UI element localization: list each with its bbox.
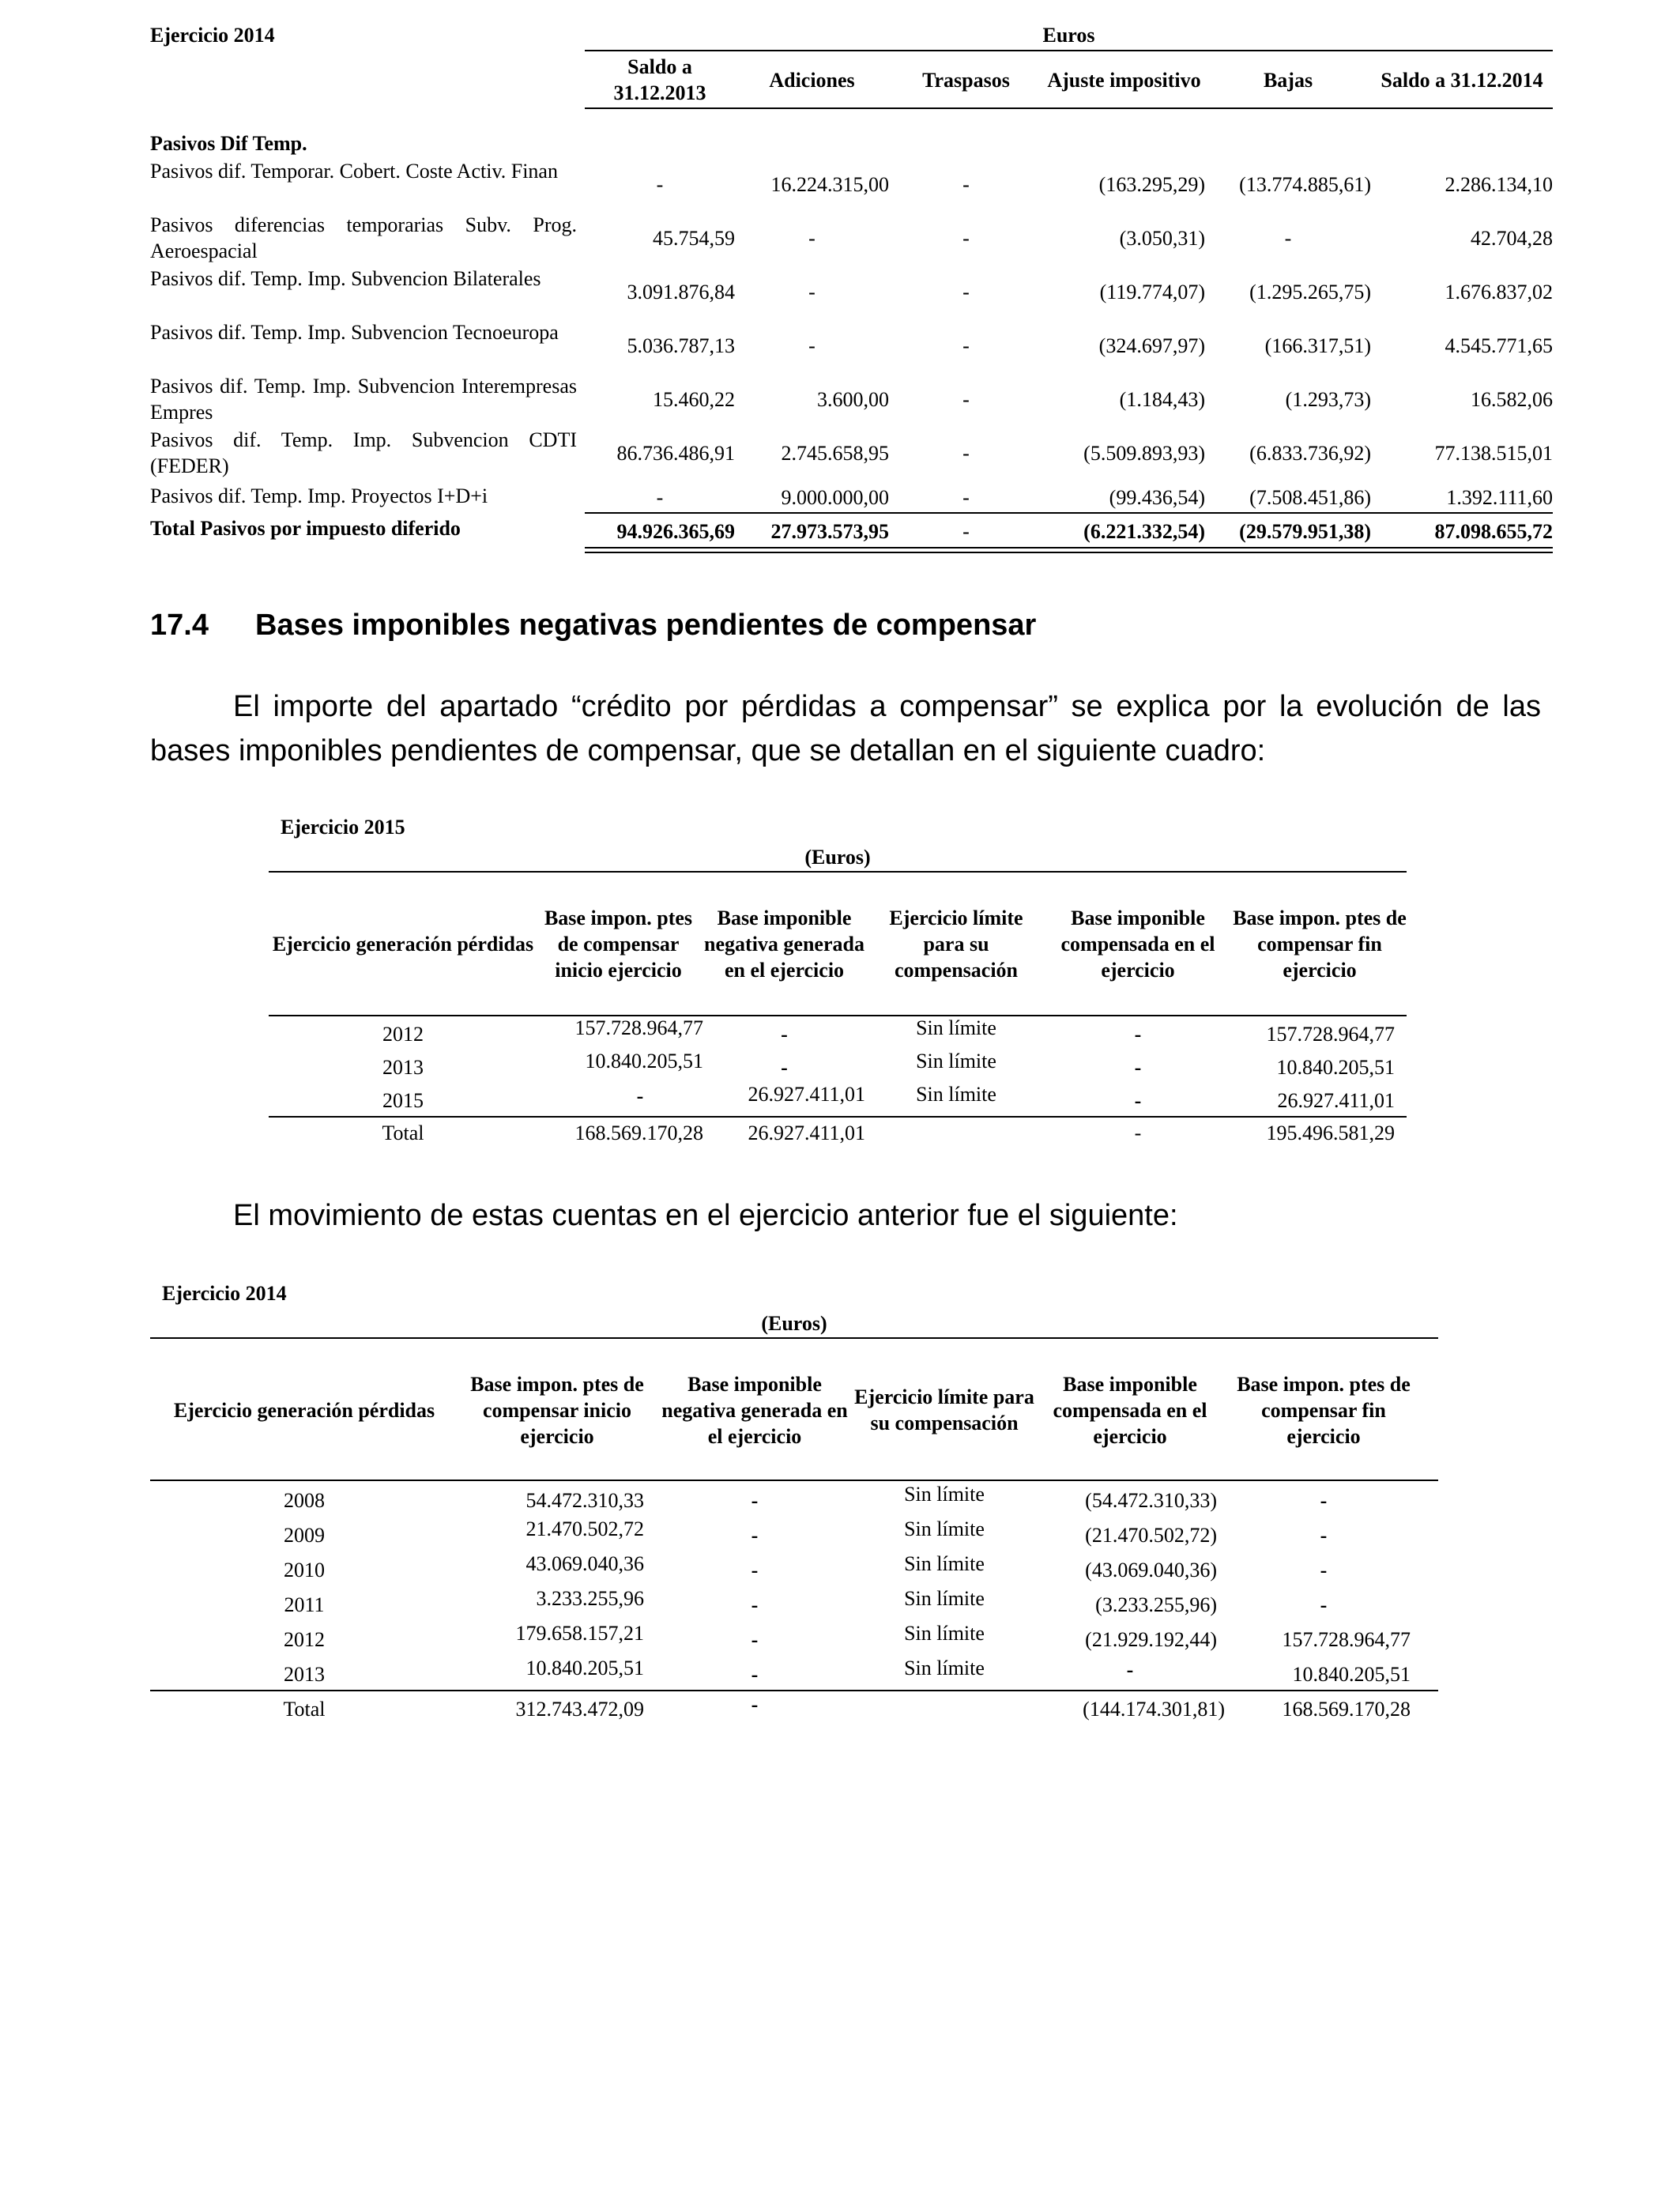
cell: 42.704,28 xyxy=(1471,227,1553,250)
cell: 21.470.502,72 xyxy=(525,1517,644,1540)
cell: 168.569.170,28 xyxy=(574,1122,703,1144)
cell: 94.926.365,69 xyxy=(616,520,735,543)
total-bottom-rule xyxy=(585,552,1553,553)
cell: 3.233.255,96 xyxy=(536,1587,644,1610)
row-label: Pasivos dif. Temp. Imp. Subvencion CDTI (FEDER) xyxy=(150,428,577,477)
cell: Sin límite xyxy=(904,1622,985,1645)
cell: - xyxy=(781,1023,788,1046)
cell: 10.840.205,51 xyxy=(1276,1056,1395,1079)
year-cell: 2009 xyxy=(284,1524,325,1547)
column-header: Base imponible negativa generada en el ejercicio xyxy=(661,1372,848,1448)
cell: 16.224.315,00 xyxy=(770,173,889,196)
table-row xyxy=(150,212,1553,266)
cell: (54.472.310,33) xyxy=(1085,1489,1217,1512)
cell: 26.927.411,01 xyxy=(748,1083,865,1106)
cell: - xyxy=(1320,1524,1328,1547)
row-label: Pasivos dif. Temp. Imp. Subvencion Bilaterales xyxy=(150,267,541,290)
total-label: Total xyxy=(283,1698,326,1721)
cell: Sin límite xyxy=(904,1483,985,1506)
cell: (1.184,43) xyxy=(1119,388,1205,411)
header-top-rule xyxy=(269,871,1407,873)
body-paragraph: El movimiento de estas cuentas en el ejercicio anterior fue el siguiente: xyxy=(233,1199,1178,1232)
year-cell: 2012 xyxy=(284,1628,325,1651)
total-label: Total xyxy=(382,1122,424,1144)
header-bottom-rule xyxy=(269,1015,1407,1016)
cell: Sin límite xyxy=(916,1083,996,1106)
section-number: 17.4 xyxy=(150,609,209,642)
column-header: Ejercicio generación pérdidas xyxy=(173,1398,435,1422)
year-cell: 2012 xyxy=(382,1023,424,1046)
cell: - xyxy=(1320,1489,1328,1512)
header-top-rule xyxy=(150,1337,1438,1339)
cell: (6.221.332,54) xyxy=(1083,520,1205,543)
header-bottom-rule xyxy=(150,1480,1438,1481)
cell: 3.091.876,84 xyxy=(627,281,735,303)
cell: 179.658.157,21 xyxy=(515,1622,644,1645)
cell: - xyxy=(1126,1658,1134,1681)
cell: - xyxy=(1134,1089,1142,1112)
cell: - xyxy=(962,334,970,357)
cell: Sin límite xyxy=(904,1657,985,1679)
column-header: Base impon. ptes de compensar inicio ejercicio xyxy=(470,1372,644,1448)
cell: - xyxy=(1134,1122,1142,1144)
cell: (163.295,29) xyxy=(1098,173,1205,196)
cell: 195.496.581,29 xyxy=(1266,1122,1395,1144)
table-caption: Ejercicio 2015 xyxy=(281,816,405,839)
cell: Sin límite xyxy=(904,1552,985,1575)
cell: 15.460,22 xyxy=(653,388,735,411)
cell: - xyxy=(1284,227,1292,250)
column-header: Base imponible negativa generada en el ejercicio xyxy=(704,906,864,982)
group-label: Pasivos Dif Temp. xyxy=(150,132,307,155)
table-row xyxy=(150,427,1553,481)
cell: 5.036.787,13 xyxy=(627,334,735,357)
column-header: Traspasos xyxy=(889,52,1043,109)
column-header: Base impon. ptes de compensar fin ejercicio xyxy=(1233,906,1407,982)
cell: (119.774,07) xyxy=(1099,281,1205,303)
column-header: Base impon. ptes de compensar inicio ejercicio xyxy=(544,906,693,982)
cell: - xyxy=(808,281,816,303)
cell: 87.098.655,72 xyxy=(1434,520,1553,543)
cell: - xyxy=(751,1628,759,1651)
table-row xyxy=(150,158,1553,212)
cell: (21.929.192,44) xyxy=(1085,1628,1217,1651)
table-row xyxy=(150,266,1553,319)
cell: - xyxy=(962,442,970,465)
row-label: Pasivos dif. Temp. Imp. Subvencion Tecnoeuropa xyxy=(150,321,559,344)
cell: - xyxy=(751,1663,759,1686)
column-header: Saldo a 31.12.2014 xyxy=(1371,52,1553,109)
cell: (29.579.951,38) xyxy=(1239,520,1371,543)
cell: - xyxy=(751,1593,759,1616)
cell: - xyxy=(1134,1056,1142,1079)
year-cell: 2008 xyxy=(284,1489,325,1512)
column-header: Ejercicio límite para su compensación xyxy=(889,906,1023,982)
column-header: Saldo a 31.12.2013 xyxy=(585,52,735,109)
cell: - xyxy=(751,1524,759,1547)
cell: 10.840.205,51 xyxy=(585,1050,703,1072)
cell: 168.569.170,28 xyxy=(1282,1698,1411,1721)
cell: (3.233.255,96) xyxy=(1095,1593,1217,1616)
cell: 86.736.486,91 xyxy=(616,442,735,465)
cell: 26.927.411,01 xyxy=(1277,1089,1395,1112)
cell: 1.392.111,60 xyxy=(1446,486,1553,509)
cell: (1.295.265,75) xyxy=(1249,281,1371,303)
cell: - xyxy=(962,173,970,196)
row-label: Pasivos dif. Temp. Imp. Proyectos I+D+i xyxy=(150,484,488,507)
cell: Sin límite xyxy=(916,1016,996,1039)
cell: Sin límite xyxy=(904,1517,985,1540)
cell: 4.545.771,65 xyxy=(1445,334,1553,357)
column-header: Base imponible compensada en el ejercicio xyxy=(1060,906,1215,982)
column-header: Adiciones xyxy=(735,52,889,109)
cell: (99.436,54) xyxy=(1109,486,1205,509)
cell: (43.069.040,36) xyxy=(1085,1559,1217,1581)
cell: - xyxy=(962,227,970,250)
row-label: Pasivos dif. Temporar. Cobert. Coste Activ. Finan xyxy=(150,160,558,183)
total-row xyxy=(150,515,1553,547)
cell: - xyxy=(962,486,970,509)
cell: (6.833.736,92) xyxy=(1249,442,1371,465)
cell: - xyxy=(636,1084,644,1107)
total-label: Total Pasivos por impuesto diferido xyxy=(150,517,461,540)
cell: - xyxy=(781,1056,788,1079)
cell: - xyxy=(751,1693,759,1716)
currency-header: (Euros) xyxy=(804,846,871,869)
cell: 45.754,59 xyxy=(653,227,735,250)
cell: 10.840.205,51 xyxy=(525,1657,644,1679)
cell: (5.509.893,93) xyxy=(1083,442,1205,465)
cell: (144.174.301,81) xyxy=(1083,1698,1225,1721)
cell: (166.317,51) xyxy=(1264,334,1371,357)
cell: - xyxy=(656,486,664,509)
cell: - xyxy=(962,281,970,303)
cell: (1.293,73) xyxy=(1285,388,1371,411)
cell: 157.728.964,77 xyxy=(1266,1023,1395,1046)
cell: (3.050,31) xyxy=(1119,227,1205,250)
cell: 77.138.515,01 xyxy=(1434,442,1553,465)
body-paragraph: El importe del apartado “crédito por pérdidas a compensar” se explica por la evolución de las bases imponibles pendientes de compensar, que se detallan en el siguiente cuadro: xyxy=(150,690,1541,767)
column-header: Ejercicio límite para su compensación xyxy=(854,1385,1034,1434)
cell: - xyxy=(962,388,970,411)
cell: Sin límite xyxy=(904,1587,985,1610)
table-caption: Ejercicio 2014 xyxy=(162,1282,287,1305)
year-cell: 2011 xyxy=(284,1593,325,1616)
cell: 2.745.658,95 xyxy=(781,442,889,465)
column-header: Base impon. ptes de compensar fin ejercicio xyxy=(1237,1372,1411,1448)
currency-header: Euros xyxy=(585,22,1553,51)
cell: (7.508.451,86) xyxy=(1249,486,1371,509)
row-label: Pasivos dif. Temp. Imp. Subvencion Interempresas Empres xyxy=(150,375,577,424)
year-cell: 2013 xyxy=(284,1663,325,1686)
tax-losses-2015-table xyxy=(269,814,1407,1144)
cell: 3.600,00 xyxy=(817,388,889,411)
cell: - xyxy=(808,227,816,250)
table-row xyxy=(150,373,1553,427)
cell: - xyxy=(808,334,816,357)
cell: - xyxy=(1320,1593,1328,1616)
column-header: Bajas xyxy=(1205,52,1371,109)
tax-losses-2014-table xyxy=(150,1280,1438,1723)
cell: (13.774.885,61) xyxy=(1239,173,1371,196)
cell: 26.927.411,01 xyxy=(748,1122,865,1144)
cell: 27.973.573,95 xyxy=(770,520,889,543)
cell: 157.728.964,77 xyxy=(1282,1628,1411,1651)
table-caption: Ejercicio 2014 xyxy=(150,24,275,47)
year-cell: 2013 xyxy=(382,1056,424,1079)
cell: 1.676.837,02 xyxy=(1445,281,1553,303)
column-header: Ejercicio generación pérdidas xyxy=(272,932,534,956)
cell: Sin límite xyxy=(916,1050,996,1072)
cell: - xyxy=(1134,1023,1142,1046)
currency-header: (Euros) xyxy=(761,1312,827,1335)
total-bottom-rule xyxy=(585,547,1553,548)
total-top-rule xyxy=(585,512,1553,514)
cell: 9.000.000,00 xyxy=(781,486,889,509)
cell: - xyxy=(962,520,970,543)
row-label: Pasivos diferencias temporarias Subv. Prog. Aeroespacial xyxy=(150,213,577,262)
column-header: Ajuste impositivo xyxy=(1043,52,1205,109)
section-title: Bases imponibles negativas pendientes de compensar xyxy=(255,609,1037,642)
cell: (324.697,97) xyxy=(1098,334,1205,357)
cell: 54.472.310,33 xyxy=(525,1489,644,1512)
cell: - xyxy=(751,1489,759,1512)
cell: 312.743.472,09 xyxy=(515,1698,644,1721)
total-rule xyxy=(269,1116,1407,1118)
section-heading xyxy=(150,609,1036,643)
cell: - xyxy=(656,173,664,196)
cell: 10.840.205,51 xyxy=(1292,1663,1411,1686)
year-cell: 2015 xyxy=(382,1089,424,1112)
year-cell: 2010 xyxy=(284,1559,325,1581)
cell: 16.582,06 xyxy=(1471,388,1553,411)
cell: 2.286.134,10 xyxy=(1445,173,1553,196)
cell: - xyxy=(751,1559,759,1581)
table-row xyxy=(150,483,1553,511)
cell: - xyxy=(1320,1559,1328,1581)
cell: (21.470.502,72) xyxy=(1085,1524,1217,1547)
cell: 43.069.040,36 xyxy=(525,1552,644,1575)
cell: 157.728.964,77 xyxy=(574,1016,703,1039)
table-row xyxy=(150,319,1553,373)
column-header: Base imponible compensada en el ejercicio xyxy=(1053,1372,1207,1448)
